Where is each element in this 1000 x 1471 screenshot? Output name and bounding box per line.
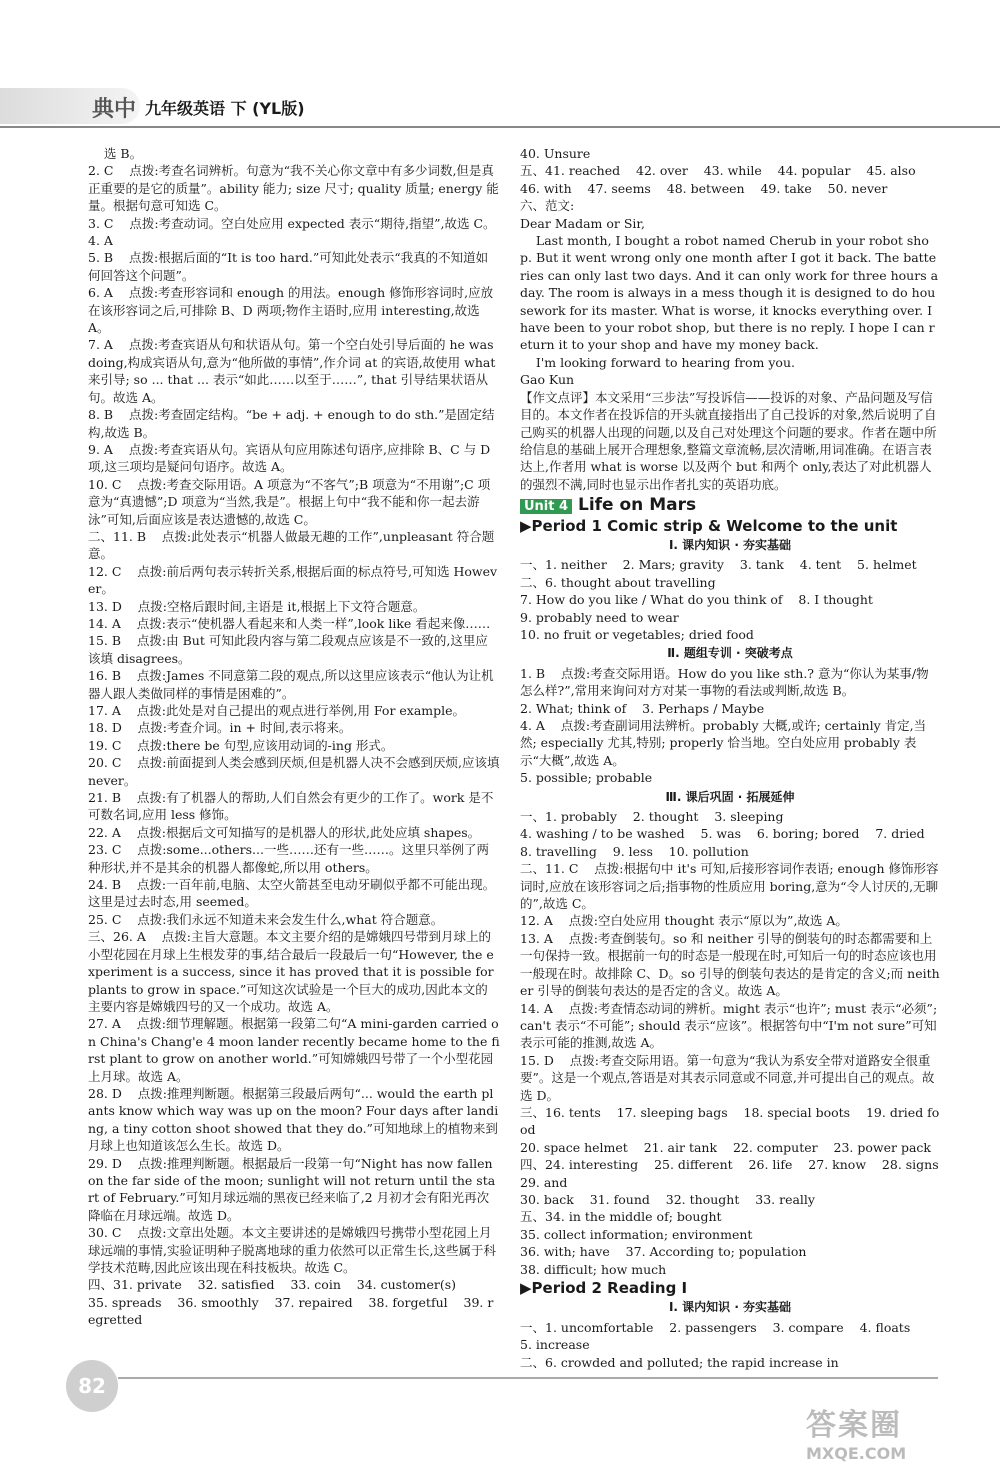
answer-line: 35. spreads 36. smoothly 37. repaired 38. forgetful 39. regretted	[88, 1294, 494, 1328]
answer-line: 29. D 点拨:推理判断题。根据最后一段第一句“Night has now fallen on the far side of the moon; sunlight will not return until the start of February.”可知月球远端的黑夜已经来临了,2 月初才会有阳光再次降临在月球远端。故选 D。	[88, 1155, 497, 1223]
answer-line: 46. with 47. seems 48. between 49. take 50. never	[520, 180, 888, 196]
right-column	[520, 145, 955, 1371]
answer-line: 38. difficult; how much	[520, 1261, 667, 1277]
answer-line: Dear Madam or Sir,	[520, 215, 645, 231]
answer-line: 10. no fruit or vegetables; dried food	[520, 626, 754, 642]
logo-banner	[0, 88, 140, 124]
answer-line: 28. D 点拨:推理判断题。根据第三段最后两句“... would the earth plants know which way was up on the moon? Four days after landing, a tiny cotton shoot showed that they do.”可知地球上的植物来到月球上也知道该怎么生长。故选 D。	[88, 1085, 499, 1154]
answer-line: 5. possible; probable	[520, 770, 653, 786]
answer-line: 36. with; have 37. According to; population	[520, 1244, 807, 1260]
answer-line: 30. C 点拨:文章出处题。本文主要讲述的是嫦娥四号携带小型花园上月球远端的事情,实验证明种子脱离地球的重力依然可以正常生长,这些属于科学技术范畴,因此应该出现在科技板块。故选 C。	[88, 1225, 496, 1275]
answer-line: 13. A 点拨:考查倒装句。so 和 neither 引导的倒装句的时态都需要和上一句保持一致。根据前一句的时态是一般现在时,可知后一句的时态应该也用一般现在时。故排除 C、D。so 引导的倒装句表达的是肯定的含义;而 neither 引导的倒装句表达的是否定的含义。故选 A。	[520, 930, 940, 999]
answer-line: 17. A 点拨:此处是对自己提出的观点进行举例,用 For example。	[88, 703, 466, 718]
answer-line: 12. A 点拨:空白处应用 thought 表示“原以为”,故选 A。	[520, 913, 848, 929]
answer-line: 7. How do you like / What do you think of 8. I thought	[520, 592, 873, 608]
answer-line: 40. Unsure	[520, 146, 591, 161]
answer-line: 三、26. A 点拨:主旨大意题。本文主要介绍的是嫦娥四号带到月球上的小型花园在月球上生根发芽的事,结合最后一段最后一句“However, the experiment is a success, since it has proved that it is possible for plants to grow in space.”可知这次试验是一个巨大的成功,因此本文的主要内容是嫦娥四号的又一个成功。故选 A。	[88, 929, 498, 1014]
answer-line: 2. What; think of 3. Perhaps / Maybe	[520, 700, 765, 716]
page-header	[0, 88, 1000, 128]
period-2-title: ▶Period 2 Reading Ⅰ	[520, 1279, 688, 1297]
answer-line: 8. B 点拨:考查固定结构。“be + adj. + enough to do sth.”是固定结构,故选 B。	[88, 407, 495, 440]
section-4-heading: Ⅰ. 课内知识 · 夯实基础	[668, 1300, 792, 1315]
period-1-title: ▶Period 1 Comic strip & Welcome to the unit	[520, 516, 898, 535]
watermark-logo: 答案圈	[806, 1408, 902, 1443]
answer-line: 4. A	[88, 233, 113, 249]
answer-line: 27. A 点拨:细节理解题。根据第一段第二句“A mini-garden carried on China's Chang'e 4 moon lander recently became home to the first plant to grow on another world.”可知嫦娥四号带了一个小型花园上月球。故选 A。	[88, 1016, 500, 1084]
answer-line: 23. C 点拨:some...others...一些……还有一些……。这里只举例了两种形状,并不是其余的机器人都像蛇,所以用 others。	[88, 842, 489, 875]
answer-line: 22. A 点拨:根据后文可知描写的是机器人的形状,此处应填 shapes。	[88, 824, 481, 840]
answer-line: Last month, I bought a robot named Cherub in your robot shop. But it went wrong only one month after I got it back. The batteries can only last two days. And it can only work for three hours a day. The room is always in a mess though it is designed to do housework for its master. What is worse, it knocks everything over. I have been to your robot shop, but there is no reply. I hope I can return it to your shop and have my money back.	[520, 233, 943, 353]
answer-line: 10. C 点拨:考查交际用语。A 项意为“不客气”;B 项意为“不用谢”;C 项意为“真遗憾”;D 项意为“当然,我是”。根据上句中“我不能和你一起去游泳”可知,后面应该是表达遗憾的,故选 C。	[88, 476, 491, 527]
answer-line: 20. space helmet 21. air tank 22. computer 23. power pack	[520, 1139, 931, 1155]
answer-line: 15. D 点拨:考查交际用语。第一句意为“我认为系安全带对道路安全很重要”。这是一个观点,答语是对其表示同意或不同意,并可提出自己的观点。故选 D。	[520, 1052, 935, 1103]
answer-line: 2. C 点拨:考查名词辨析。句意为“我不关心你文章中有多少词数,但是真正重要的是它的质量”。ability 能力; size 尺寸; quality 质量; energy 能量。根据句意可知选 C。	[88, 163, 499, 214]
answer-line: 四、31. private 32. satisfied 33. coin 34. customer(s)	[88, 1277, 457, 1293]
answer-line: 二、6. thought about travelling	[520, 574, 716, 590]
answer-line: Gao Kun	[520, 372, 575, 388]
page-number: 82	[66, 1360, 118, 1412]
section-1-heading: Ⅰ. 课内知识 · 夯实基础	[668, 537, 792, 552]
answer-line: 5. B 点拨:根据后面的“It is too hard.”可知此处表示“我真的不知道如何回答这个问题”。	[88, 250, 489, 283]
section-2-lines	[520, 665, 940, 787]
answer-line: 1. B 点拨:考查交际用语。How do you like sth.? 意为“你认为某事/物怎么样?”,常用来询问对方对某一事物的看法或判断,故选 B。	[520, 665, 929, 699]
unit-title: Life on Mars	[577, 495, 697, 516]
answer-line: 9. probably need to wear	[520, 609, 679, 625]
header-divider	[0, 126, 1000, 128]
answer-line: 12. C 点拨:前后两句表示转折关系,根据后面的标点符号,可知选 However。	[88, 563, 498, 597]
answer-line: 4. A 点拨:考查副词用法辨析。probably 大概,或许; certainly 肯定,当然; especially 尤其,特别; properly 恰当地。空白处应用 probably 表示“大概”,故选 A。	[520, 718, 927, 768]
answer-line: 14. A 点拨:表示“使机器人看起来和人类一样”,look like 看起来像……	[88, 615, 491, 631]
answer-line: 13. D 点拨:空格后跟时间,主语是 it,根据上下文符合题意。	[88, 598, 426, 614]
book-title: 九年级英语 下 (YL版)	[145, 99, 305, 118]
answer-line: I'm looking forward to hearing from you.	[520, 354, 795, 370]
answer-line: 二、11. B 点拨:此处表示“机器人做最无趣的工作”,unpleasant 符合题意。	[88, 528, 495, 562]
answer-line: 6. A 点拨:考查形容词和 enough 的用法。enough 修饰形容词时,应放在该形容词之后,可排除 B、D 两项;物作主语时,应用 interesting,故选 A。	[88, 285, 494, 336]
answer-line: 选 B。	[88, 146, 143, 161]
watermark-site: MXQE.COM	[806, 1444, 907, 1463]
answer-line: 18. D 点拨:考查介词。in + 时间,表示将来。	[88, 720, 352, 736]
left-column	[88, 145, 504, 1329]
answer-line: 4. washing / to be washed 5. was 6. boring; bored 7. dried	[520, 826, 925, 842]
answer-line: 一、1. neither 2. Mars; gravity 3. tank 4. tent 5. helmet	[520, 557, 917, 573]
answer-line: 一、1. probably 2. thought 3. sleeping	[520, 809, 784, 825]
logo: 典中	[92, 97, 137, 122]
answer-line: 六、范文:	[520, 198, 575, 214]
section-3-heading: Ⅲ. 课后巩固 · 拓展延伸	[665, 789, 795, 804]
section-2-heading: Ⅱ. 题组专训 · 突破考点	[667, 646, 793, 661]
answer-line: 14. A 点拨:考查情态动词的辨析。might 表示“也许”; must 表示“必须”; can't 表示“不可能”; should 表示“应该”。根据答句中“I'm not sure”可知表示可能的推测,故选 A。	[520, 1000, 942, 1051]
answer-line: 21. B 点拨:有了机器人的帮助,人们自然会有更少的工作了。work 是不可数名词,应用 less 修饰。	[88, 790, 494, 823]
answer-line: 25. C 点拨:我们永远不知道未来会发生什么,what 符合题意。	[88, 911, 444, 927]
answer-line: 8. travelling 9. less 10. pollution	[520, 843, 749, 859]
section-4-lines	[520, 1319, 940, 1371]
unit-heading	[520, 497, 940, 515]
answer-line: 一、1. uncomfortable 2. passengers 3. compare 4. floats	[520, 1319, 911, 1335]
unit-badge: Unit 4	[520, 499, 572, 514]
answer-line: 15. B 点拨:由 But 可知此段内容与第二段观点应该是不一致的,这里应该填 disagrees。	[88, 633, 488, 666]
answer-line: 24. B 点拨:一百年前,电脑、太空火箭甚至电动牙刷似乎都不可能出现。这里是过去时态,用 seemed。	[88, 877, 496, 910]
section-3-lines	[520, 808, 955, 1278]
right-top-block	[520, 145, 943, 493]
answer-line: 35. collect information; environment	[520, 1226, 753, 1242]
answer-line: 三、16. tents 17. sleeping bags 18. special boots 19. dried food	[520, 1104, 940, 1138]
section-1-lines	[520, 556, 940, 643]
answer-line: 16. B 点拨:James 不同意第二段的观点,所以这里应该表示“他认为让机器人跟人类做同样的事情是困难的”。	[88, 668, 494, 701]
answer-line: 19. C 点拨:there be 句型,应该用动词的-ing 形式。	[88, 737, 394, 753]
answer-line: 30. back 31. found 32. thought 33. really	[520, 1191, 815, 1207]
answer-line: 五、34. in the middle of; bought	[520, 1209, 722, 1225]
answer-line: 五、41. reached 42. over 43. while 44. popular 45. also	[520, 163, 916, 179]
answer-line: 四、24. interesting 25. different 26. life 27. know 28. signs 29. and	[520, 1157, 955, 1190]
answer-line: 9. A 点拨:考查宾语从句。宾语从句应用陈述句语序,应排除 B、C 与 D 项,这三项均是疑问句语序。故选 A。	[88, 441, 495, 475]
footer-divider	[118, 1377, 938, 1379]
answer-line: 7. A 点拨:考查宾语从句和状语从句。第一个空白处引导后面的 he was doing,构成宾语从句,意为“他所做的事情”,作介词 at 的宾语,故使用 what 来引导; so ... that ... 表示“如此……以至于……”, that 引导结果状语从句。故选 A。	[88, 337, 500, 405]
answer-line: 二、11. C 点拨:根据句中 it's 可知,后接形容词作表语; enough 修饰形容词时,应放在该形容词之后;指事物的性质应用 boring,意为“令人讨厌的,无聊的”,故选 C。	[520, 861, 939, 912]
answer-line: 【作文点评】本文采用“三步法”写投诉信——投诉的对象、产品问题及写信目的。本文作者在投诉信的开头就直接指出了自己投诉的对象,然后说明了自己购买的机器人出现的问题,以及自己对处理这个问题的要求。作者在题中所给信息的基础上展开合理想象,整篇文章流畅,层次清晰,用词准确。在语言表达上,作者用 what is worse 以及两个 but 和两个 only,表达了对此机器人的强烈不满,同时也显示出作者扎实的英语功底。	[520, 389, 937, 492]
answer-line: 二、6. crowded and polluted; the rapid increase in	[520, 1354, 839, 1370]
answer-line: 5. increase	[520, 1337, 590, 1353]
answer-line: 3. C 点拨:考查动词。空白处应用 expected 表示“期待,指望”,故选 C。	[88, 215, 496, 231]
watermark	[806, 1400, 982, 1463]
answer-line: 20. C 点拨:前面提到人类会感到厌烦,但是机器人决不会感到厌烦,应该填 never。	[88, 755, 504, 788]
